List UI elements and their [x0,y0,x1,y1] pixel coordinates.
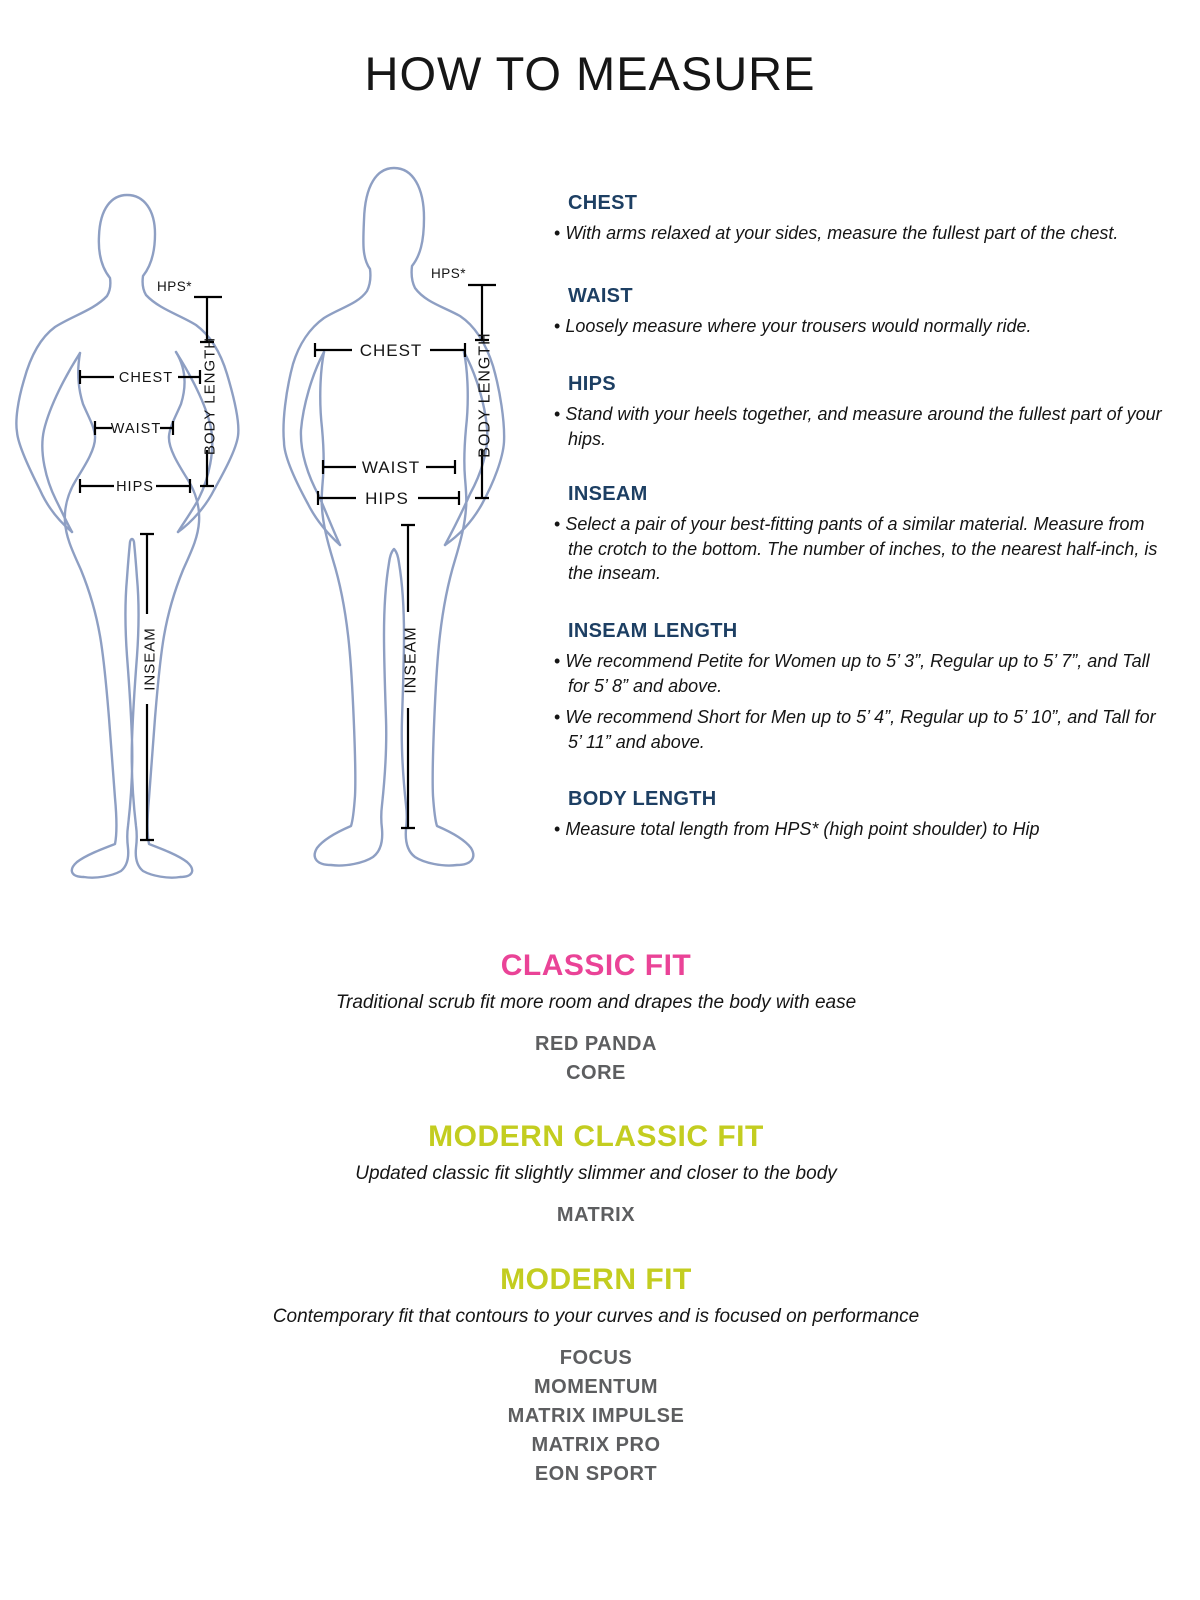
section-waist [554,285,1168,339]
male-measurement-lines [315,285,496,828]
brand-name: MATRIX IMPULSE [507,1405,685,1427]
fit-modern-description: Contemporary fit that contours to your curves and is focused on performance [272,1306,920,1327]
brand-name: RED PANDA [535,1033,657,1055]
section-body-length-heading: BODY LENGTH [568,788,717,810]
section-body-length [554,788,1168,842]
section-waist-bullets [554,314,1168,339]
section-inseam-length-bullets [554,649,1168,754]
section-chest [554,192,1168,246]
section-inseam-bullets [554,512,1168,586]
fit-classic-description: Traditional scrub fit more room and drapes the body with ease [335,992,857,1013]
female-inseam-label: INSEAM [141,627,159,691]
female-hips-label: HIPS [116,479,154,495]
brand-name: CORE [566,1062,626,1084]
male-inseam-label: INSEAM [402,626,420,694]
male-body-outline [283,168,504,866]
bullet: • Stand with your heels together, and measure around the fullest part of your hips. [554,402,1168,451]
female-waist-label: WAIST [110,421,162,437]
fit-modern-classic [0,1119,1192,1230]
page-title: HOW TO MEASURE [364,47,816,100]
brand-name: MATRIX [556,1204,636,1226]
section-chest-heading: CHEST [568,192,638,214]
section-inseam [554,483,1168,586]
female-figure-diagram [10,190,248,882]
bullet: • Measure total length from HPS* (high point shoulder) to Hip [554,817,1168,842]
bullet: • Loosely measure where your trousers would normally ride. [554,314,1168,339]
section-body-length-bullets [554,817,1168,842]
section-hips [554,373,1168,451]
bullet: • We recommend Short for Men up to 5’ 4”, Regular up to 5’ 10”, and Tall for 5’ 11” and above. [554,705,1168,754]
section-inseam-length-heading: INSEAM LENGTH [568,620,738,642]
fit-modern-brands [0,1344,1192,1489]
fit-classic [0,948,1192,1088]
section-chest-bullets [554,221,1168,246]
fit-classic-name: CLASSIC FIT [500,949,692,982]
section-hips-heading: HIPS [568,373,616,395]
bullet: • We recommend Petite for Women up to 5’ 3”, Regular up to 5’ 7”, and Tall for 5’ 8” and above. [554,649,1168,698]
male-figure-diagram [272,160,524,872]
fit-modern-name: MODERN FIT [500,1263,692,1296]
male-outline-torso-legs [315,352,474,866]
fit-modern-classic-brands [0,1201,1192,1230]
section-hips-bullets [554,402,1168,451]
brand-name: MOMENTUM [534,1376,658,1398]
female-hps-label: HPS* [156,279,192,294]
fit-modern-classic-description: Updated classic fit slightly slimmer and closer to the body [355,1163,837,1184]
bullet: • With arms relaxed at your sides, measure the fullest part of the chest. [554,221,1168,246]
male-body-length-label: BODY LENGTH [476,332,494,458]
brand-name: FOCUS [559,1347,633,1369]
male-measurement-labels [360,266,494,694]
male-chest-label: CHEST [359,341,423,360]
section-inseam-heading: INSEAM [568,483,648,505]
fit-modern [0,1262,1192,1489]
brand-name: EON SPORT [534,1463,658,1485]
female-body-length-label: BODY LENGTH [201,336,219,456]
brand-name: MATRIX PRO [531,1434,661,1456]
fit-modern-classic-name: MODERN CLASSIC FIT [428,1120,764,1153]
male-hps-label: HPS* [430,266,466,281]
female-chest-label: CHEST [118,370,174,386]
male-hips-label: HIPS [365,489,409,508]
section-waist-heading: WAIST [568,285,633,307]
bullet: • Select a pair of your best-fitting pants of a similar material. Measure from the crotch to the bottom. The number of inches, to the nearest half-inch, is the inseam. [554,512,1168,586]
male-waist-label: WAIST [361,458,421,477]
fit-classic-brands [0,1030,1192,1088]
section-inseam-length [554,620,1168,754]
